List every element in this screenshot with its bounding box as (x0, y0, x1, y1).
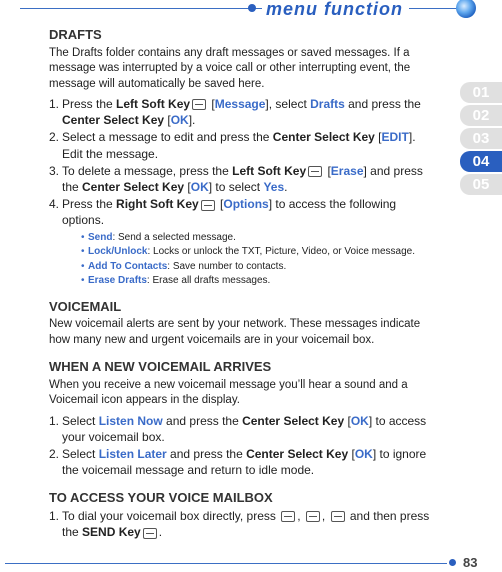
page-number: 83 (463, 555, 478, 570)
chapter-tabs (460, 82, 502, 197)
option-erase-drafts: • Erase Drafts: Erase all drafts messages. (81, 274, 441, 288)
drafts-step-4: 4. Press the Right Soft Key [Options] to access the following options. • Send: Send a selected message. • Lock/Unlock: Locks or unlock the TXT, Picture, Video, or Voice message. • Add To Contacts: Save number to contacts. • Erase Drafts: Erase all drafts messages. (49, 196, 441, 287)
orb-icon (456, 0, 476, 18)
page-footer (0, 556, 502, 571)
drafts-step-3: 3. To delete a message, press the Left Soft Key [Erase] and press the Center Select Key [OK] to select Yes. (49, 163, 423, 195)
arrives-step-1: 1. Select Listen Now and press the Center Select Key [OK] to access your voicemail box. (49, 413, 427, 444)
voicemail-description: New voicemail alerts are sent by your network. These messages indicate how many new and urgent voicemails are in your voicemail box. (49, 318, 421, 346)
section-title: menu function (262, 0, 409, 21)
drafts-options-list (62, 231, 441, 288)
page-header (0, 0, 502, 18)
option-send: • Send: Send a selected message. (81, 231, 441, 245)
right-soft-key-icon (201, 200, 215, 211)
left-soft-key-icon (308, 166, 322, 177)
arrives-description: When you receive a new voicemail message you’ll hear a sound and a Voicemail icon appears in the display. (49, 378, 408, 407)
arrives-step-2: 2. Select Listen Later and press the Center Select Key [OK] to ignore the voicemail message and return to idle mode. (49, 447, 427, 478)
option-lock-unlock: • Lock/Unlock: Locks or unlock the TXT, Picture, Video, or Voice message. (81, 245, 441, 259)
chapter-tab-03[interactable]: 03 (460, 128, 502, 149)
drafts-step-2: 2. Select a message to edit and press the Center Select Key [EDIT]. Edit the message. (49, 130, 416, 161)
star-key-icon (281, 511, 295, 522)
access-step-1: 1. To dial your voicemail box directly, press , , and then press the SEND Key . (49, 509, 430, 540)
footer-rule (5, 563, 447, 564)
chapter-tab-04[interactable]: 04 (460, 151, 502, 172)
drafts-description: The Drafts folder contains any draft messages or saved messages. If a message was interrupted by a voice call or other interrupting event, the message will automatically be saved here. (49, 46, 411, 90)
header-dot (248, 4, 256, 12)
drafts-steps (49, 96, 441, 288)
number-6-key-icon (331, 511, 345, 522)
chapter-tab-01[interactable]: 01 (460, 82, 502, 103)
drafts-step-1: 1. Press the Left Soft Key [Message], select Drafts and press the Center Select Key [OK]. (49, 97, 421, 128)
chapter-tab-05[interactable]: 05 (460, 174, 502, 195)
page-content (49, 26, 441, 544)
drafts-heading: DRAFTS (49, 27, 102, 42)
arrives-steps (49, 413, 441, 479)
left-soft-key-icon (192, 99, 206, 110)
chapter-tab-02[interactable]: 02 (460, 105, 502, 126)
number-8-key-icon (306, 511, 320, 522)
send-key-icon (143, 528, 157, 539)
access-steps (49, 508, 441, 540)
arrives-heading: WHEN A NEW VOICEMAIL ARRIVES (49, 359, 272, 375)
footer-dot (449, 559, 456, 566)
access-heading: TO ACCESS YOUR VOICE MAILBOX (49, 489, 273, 505)
option-add-to-contacts: • Add To Contacts: Save number to contacts. (81, 260, 441, 274)
voicemail-heading: VOICEMAIL (49, 298, 122, 314)
